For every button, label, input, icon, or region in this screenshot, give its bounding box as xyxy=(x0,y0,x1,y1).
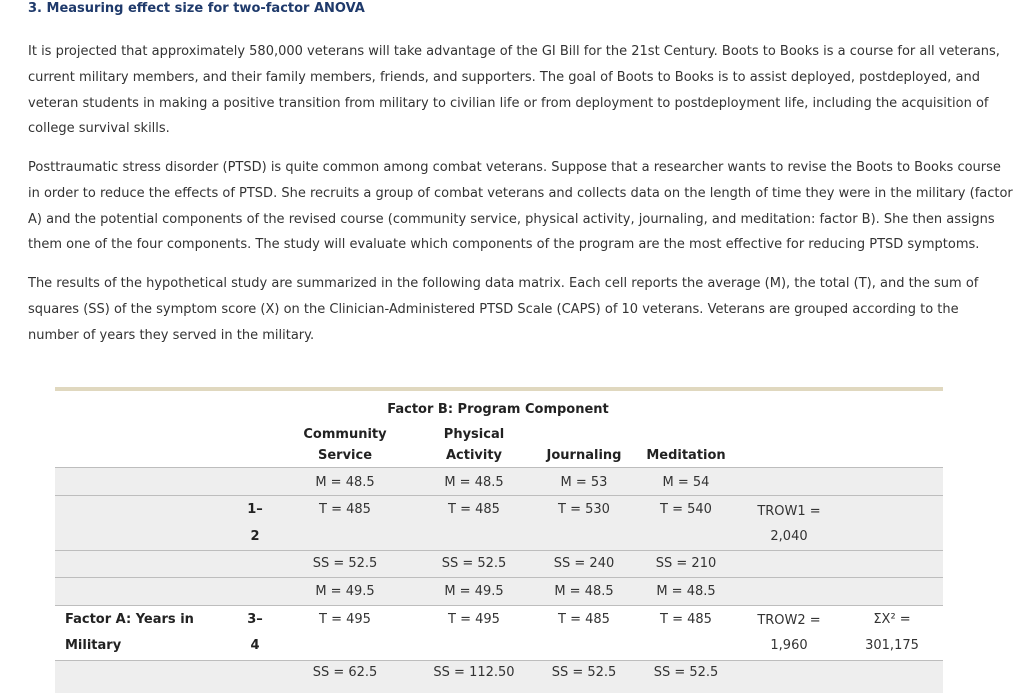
table-rule xyxy=(55,495,943,496)
cell-m: M = 54 xyxy=(662,475,710,490)
row1-level-top: 1– xyxy=(247,502,263,517)
cell-m: M = 48.5 xyxy=(444,475,504,490)
cell-t: T = 495 xyxy=(319,612,371,627)
row1-total-label: TROW1 = xyxy=(757,504,821,519)
table-rule xyxy=(55,577,943,578)
cell-ss: SS = 62.5 xyxy=(312,665,378,680)
data-matrix-table xyxy=(55,387,943,693)
cell-m: M = 48.5 xyxy=(656,584,716,599)
cell-ss: SS = 240 xyxy=(553,556,615,571)
sum-x2-value: 301,175 xyxy=(865,638,919,653)
cell-t: T = 485 xyxy=(448,502,500,517)
section-title: 3. Measuring effect size for two-factor ANOVA xyxy=(28,1,365,16)
cell-t: T = 530 xyxy=(558,502,610,517)
col-header-community-line1: Community xyxy=(303,427,387,442)
results-paragraph: The results of the hypothetical study are summarized in the following data matrix. Each cell reports the average (M), the total (T), and the sum of squares (SS) of the symptom score (X) on the Clinician-Administered PTSD Scale (CAPS) of 10 veterans. Veterans are grouped according to the number of years they served in the military. xyxy=(28,276,979,343)
cell-ss: SS = 52.5 xyxy=(653,665,719,680)
row2-total-label: TROW2 = xyxy=(757,613,821,628)
cell-m: M = 53 xyxy=(560,475,608,490)
cell-m: M = 49.5 xyxy=(444,584,504,599)
cell-t: T = 485 xyxy=(558,612,610,627)
cell-m: M = 48.5 xyxy=(554,584,614,599)
cell-ss: SS = 112.50 xyxy=(433,665,515,680)
sum-x2-label: ΣX² = xyxy=(873,612,911,627)
row2-level-bottom: 4 xyxy=(250,638,260,653)
table-rule xyxy=(55,605,943,606)
cell-t: T = 485 xyxy=(319,502,371,517)
cell-ss: SS = 210 xyxy=(655,556,717,571)
study-paragraph: Posttraumatic stress disorder (PTSD) is quite common among combat veterans. Suppose that a researcher wants to revise the Boots to Books course in order to reduce the effects of PTSD. She recruits a group of combat veterans and collects data on the length of time they were in the military (factor A) and the potential components of the revised course (community service, physical activity, journaling, and meditation: factor B). She then assigns them one of the four components. The study will evaluate which components of the program are the most effective for reducing PTSD symptoms. xyxy=(28,160,1013,253)
cell-ss: SS = 52.5 xyxy=(551,665,617,680)
cell-t: T = 485 xyxy=(660,612,712,627)
factor-a-label-line1: Factor A: Years in xyxy=(65,612,194,627)
cell-ss: SS = 52.5 xyxy=(312,556,378,571)
col-header-journaling: Journaling xyxy=(546,448,622,463)
col-header-community-line2: Service xyxy=(317,448,373,463)
table-rule xyxy=(55,467,943,468)
row2-level-top: 3– xyxy=(247,612,263,627)
table-top-rule xyxy=(55,387,943,391)
factor-a-label-line2: Military xyxy=(65,638,122,653)
table-rule xyxy=(55,550,943,551)
cell-ss: SS = 52.5 xyxy=(441,556,507,571)
col-header-physical-line2: Activity xyxy=(445,448,503,463)
row1-total-value: 2,040 xyxy=(770,529,808,544)
cell-t: T = 540 xyxy=(660,502,712,517)
factor-b-header: Factor B: Program Component xyxy=(387,402,609,417)
cell-m: M = 48.5 xyxy=(315,475,375,490)
row2-total-value: 1,960 xyxy=(770,638,808,653)
col-header-physical-line1: Physical xyxy=(443,427,505,442)
col-header-meditation: Meditation xyxy=(646,448,726,463)
table-rule xyxy=(55,660,943,661)
cell-t: T = 495 xyxy=(448,612,500,627)
row1-level-bottom: 2 xyxy=(250,529,260,544)
cell-m: M = 49.5 xyxy=(315,584,375,599)
intro-paragraph: It is projected that approximately 580,000 veterans will take advantage of the GI Bill for the 21st Century. Boots to Books is a course for all veterans, current military members, and their family members, friends, and supporters. The goal of Boots to Books is to assist deployed, postdeployed, and veteran students in making a positive transition from military to civilian life or from deployment to postdeployment life, including the acquisition of college survival skills. xyxy=(28,44,1000,137)
